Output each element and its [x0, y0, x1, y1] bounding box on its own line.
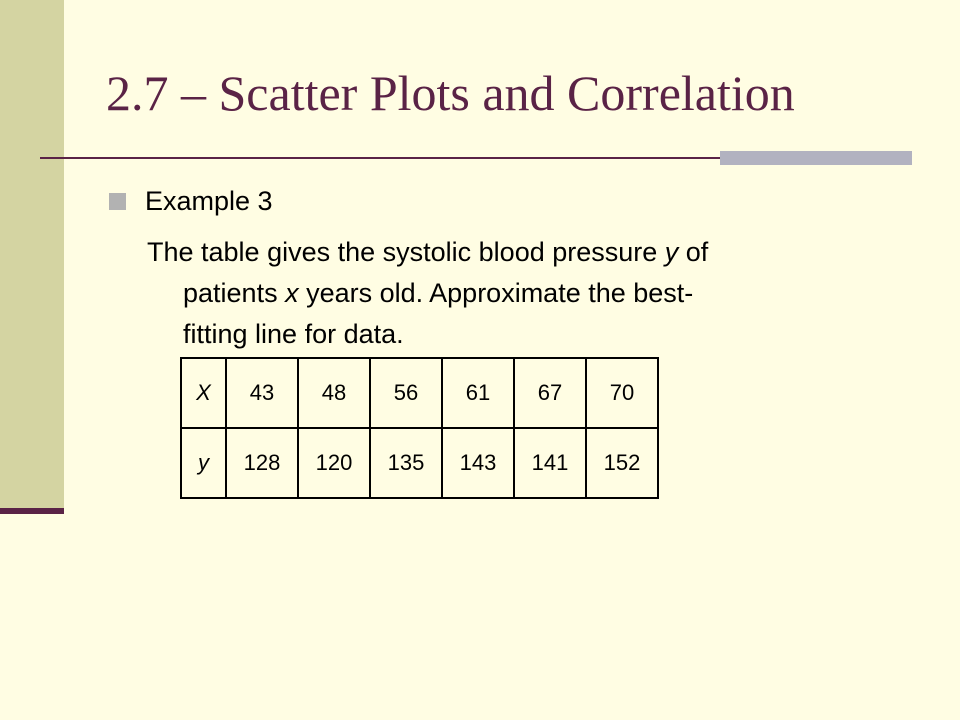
- left-accent-bar: [0, 0, 64, 510]
- table-row-y: [181, 428, 658, 498]
- table-cell: 56: [370, 358, 442, 428]
- left-accent-bar-cap: [0, 508, 64, 514]
- data-table: [180, 357, 659, 499]
- variable-y: y: [664, 237, 679, 267]
- description-line-2: [147, 273, 867, 314]
- bullet-item: [109, 186, 273, 216]
- description-text: of: [678, 237, 709, 267]
- table-row-x: [181, 358, 658, 428]
- table-cell: 67: [514, 358, 586, 428]
- table-cell: 152: [586, 428, 658, 498]
- table-row-label: y: [181, 428, 226, 498]
- description-line-3: fitting line for data.: [183, 319, 404, 349]
- description-text: years old. Approximate the best-: [298, 278, 694, 308]
- table-cell: 120: [298, 428, 370, 498]
- table-row-label: X: [181, 358, 226, 428]
- description-text: The table gives the systolic blood pressure: [147, 237, 665, 267]
- title-divider-accent: [720, 151, 912, 165]
- table-cell: 141: [514, 428, 586, 498]
- table-cell: 128: [226, 428, 298, 498]
- table-cell: 43: [226, 358, 298, 428]
- bullet-text: Example 3: [145, 186, 273, 216]
- table-cell: 48: [298, 358, 370, 428]
- table-cell: 70: [586, 358, 658, 428]
- example-description: [147, 232, 867, 355]
- table-cell: 135: [370, 428, 442, 498]
- table-cell: 143: [442, 428, 514, 498]
- description-text: patients: [183, 278, 286, 308]
- variable-x: x: [285, 278, 299, 308]
- table-cell: 61: [442, 358, 514, 428]
- description-line-1: [147, 232, 867, 273]
- slide-title: 2.7 – Scatter Plots and Correlation: [106, 65, 795, 121]
- bullet-square-icon: [109, 193, 126, 210]
